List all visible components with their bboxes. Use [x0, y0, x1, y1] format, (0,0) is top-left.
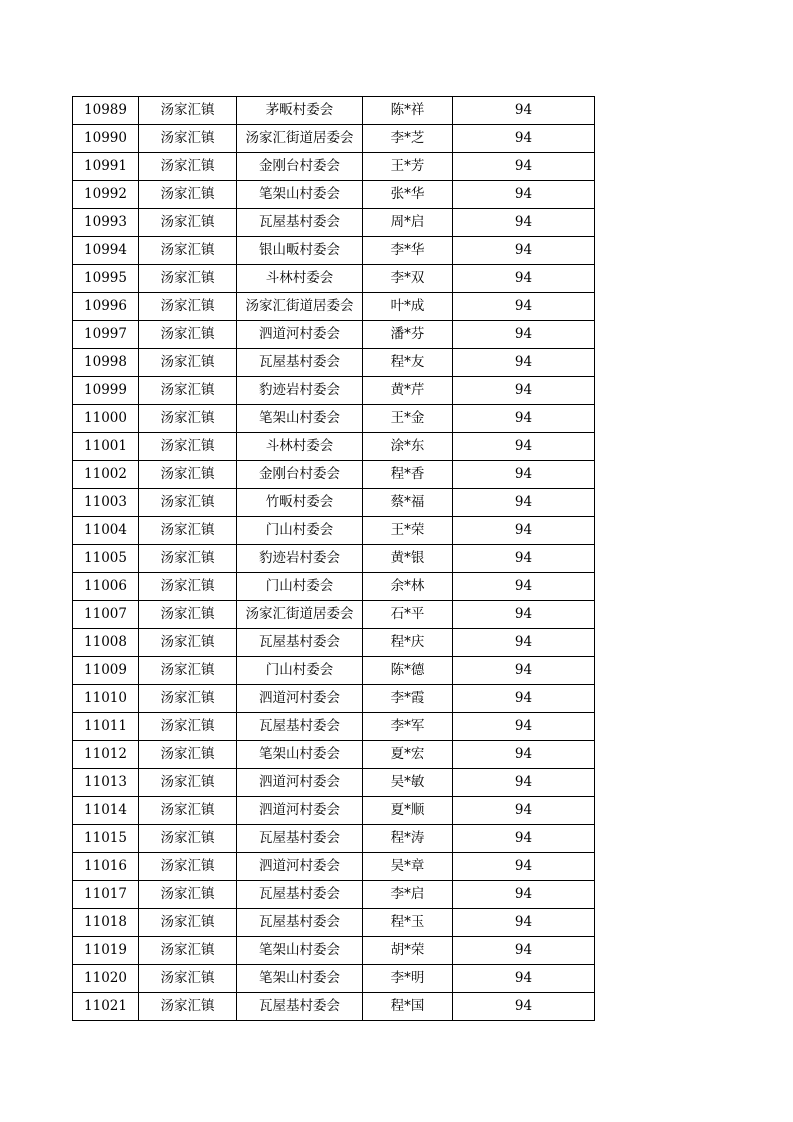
town-cell: 汤家汇镇 — [139, 685, 237, 713]
serial-number-cell: 11011 — [73, 713, 139, 741]
person-name-cell: 张*华 — [363, 181, 453, 209]
score-cell: 94 — [453, 881, 595, 909]
village-committee-cell: 豹迹岩村委会 — [237, 545, 363, 573]
person-name-cell: 李*启 — [363, 881, 453, 909]
town-cell: 汤家汇镇 — [139, 769, 237, 797]
table-row — [73, 153, 595, 181]
person-name-cell: 陈*德 — [363, 657, 453, 685]
person-name-cell: 程*香 — [363, 461, 453, 489]
score-cell: 94 — [453, 237, 595, 265]
table-row — [73, 405, 595, 433]
person-name-cell: 叶*成 — [363, 293, 453, 321]
serial-number-cell: 10995 — [73, 265, 139, 293]
table-row — [73, 769, 595, 797]
town-cell: 汤家汇镇 — [139, 881, 237, 909]
table-row — [73, 853, 595, 881]
town-cell: 汤家汇镇 — [139, 349, 237, 377]
village-committee-cell: 笔架山村委会 — [237, 405, 363, 433]
table-row — [73, 237, 595, 265]
table-row — [73, 881, 595, 909]
score-cell: 94 — [453, 937, 595, 965]
score-cell: 94 — [453, 209, 595, 237]
village-committee-cell: 门山村委会 — [237, 573, 363, 601]
village-committee-cell: 门山村委会 — [237, 517, 363, 545]
town-cell: 汤家汇镇 — [139, 741, 237, 769]
score-cell: 94 — [453, 433, 595, 461]
serial-number-cell: 11003 — [73, 489, 139, 517]
score-cell: 94 — [453, 909, 595, 937]
person-name-cell: 程*庆 — [363, 629, 453, 657]
table-row — [73, 265, 595, 293]
serial-number-cell: 11007 — [73, 601, 139, 629]
village-committee-cell: 门山村委会 — [237, 657, 363, 685]
serial-number-cell: 11004 — [73, 517, 139, 545]
score-cell: 94 — [453, 685, 595, 713]
serial-number-cell: 11012 — [73, 741, 139, 769]
serial-number-cell: 11009 — [73, 657, 139, 685]
serial-number-cell: 10990 — [73, 125, 139, 153]
town-cell: 汤家汇镇 — [139, 993, 237, 1021]
person-name-cell: 程*涛 — [363, 825, 453, 853]
score-cell: 94 — [453, 965, 595, 993]
score-cell: 94 — [453, 797, 595, 825]
score-cell: 94 — [453, 545, 595, 573]
serial-number-cell: 11013 — [73, 769, 139, 797]
village-committee-cell: 笔架山村委会 — [237, 937, 363, 965]
serial-number-cell: 11010 — [73, 685, 139, 713]
village-committee-cell: 茅畈村委会 — [237, 97, 363, 125]
person-name-cell: 程*国 — [363, 993, 453, 1021]
serial-number-cell: 10992 — [73, 181, 139, 209]
score-cell: 94 — [453, 657, 595, 685]
score-cell: 94 — [453, 405, 595, 433]
table-row — [73, 657, 595, 685]
table-row — [73, 993, 595, 1021]
village-committee-cell: 瓦屋基村委会 — [237, 713, 363, 741]
serial-number-cell: 11021 — [73, 993, 139, 1021]
serial-number-cell: 10991 — [73, 153, 139, 181]
serial-number-cell: 11016 — [73, 853, 139, 881]
person-name-cell: 王*金 — [363, 405, 453, 433]
serial-number-cell: 11008 — [73, 629, 139, 657]
town-cell: 汤家汇镇 — [139, 405, 237, 433]
town-cell: 汤家汇镇 — [139, 181, 237, 209]
person-name-cell: 李*芝 — [363, 125, 453, 153]
person-name-cell: 潘*芬 — [363, 321, 453, 349]
village-committee-cell: 瓦屋基村委会 — [237, 629, 363, 657]
person-name-cell: 吴*敏 — [363, 769, 453, 797]
serial-number-cell: 11020 — [73, 965, 139, 993]
score-cell: 94 — [453, 853, 595, 881]
person-name-cell: 陈*祥 — [363, 97, 453, 125]
serial-number-cell: 11015 — [73, 825, 139, 853]
serial-number-cell: 11001 — [73, 433, 139, 461]
town-cell: 汤家汇镇 — [139, 293, 237, 321]
person-name-cell: 黄*芹 — [363, 377, 453, 405]
serial-number-cell: 10998 — [73, 349, 139, 377]
village-committee-cell: 笔架山村委会 — [237, 181, 363, 209]
town-cell: 汤家汇镇 — [139, 321, 237, 349]
score-cell: 94 — [453, 993, 595, 1021]
person-name-cell: 石*平 — [363, 601, 453, 629]
town-cell: 汤家汇镇 — [139, 601, 237, 629]
town-cell: 汤家汇镇 — [139, 125, 237, 153]
person-name-cell: 夏*宏 — [363, 741, 453, 769]
table-row — [73, 181, 595, 209]
table-row — [73, 489, 595, 517]
serial-number-cell: 11000 — [73, 405, 139, 433]
person-name-cell: 李*双 — [363, 265, 453, 293]
table-row — [73, 937, 595, 965]
town-cell: 汤家汇镇 — [139, 937, 237, 965]
town-cell: 汤家汇镇 — [139, 489, 237, 517]
village-committee-cell: 泗道河村委会 — [237, 769, 363, 797]
table-row — [73, 601, 595, 629]
town-cell: 汤家汇镇 — [139, 797, 237, 825]
serial-number-cell: 11006 — [73, 573, 139, 601]
table-row — [73, 433, 595, 461]
town-cell: 汤家汇镇 — [139, 909, 237, 937]
serial-number-cell: 10997 — [73, 321, 139, 349]
score-cell: 94 — [453, 517, 595, 545]
table-row — [73, 125, 595, 153]
village-committee-cell: 豹迹岩村委会 — [237, 377, 363, 405]
village-committee-cell: 斗林村委会 — [237, 433, 363, 461]
town-cell: 汤家汇镇 — [139, 629, 237, 657]
table-row — [73, 741, 595, 769]
score-cell: 94 — [453, 377, 595, 405]
table-row — [73, 321, 595, 349]
village-committee-cell: 汤家汇街道居委会 — [237, 125, 363, 153]
score-cell: 94 — [453, 321, 595, 349]
person-name-cell: 黄*银 — [363, 545, 453, 573]
town-cell: 汤家汇镇 — [139, 237, 237, 265]
village-committee-cell: 泗道河村委会 — [237, 321, 363, 349]
score-cell: 94 — [453, 825, 595, 853]
person-name-cell: 李*明 — [363, 965, 453, 993]
data-table — [72, 96, 595, 1021]
town-cell: 汤家汇镇 — [139, 97, 237, 125]
table-row — [73, 209, 595, 237]
village-committee-cell: 斗林村委会 — [237, 265, 363, 293]
score-cell: 94 — [453, 97, 595, 125]
person-name-cell: 吴*章 — [363, 853, 453, 881]
village-committee-cell: 金刚台村委会 — [237, 153, 363, 181]
village-committee-cell: 笔架山村委会 — [237, 741, 363, 769]
serial-number-cell: 10989 — [73, 97, 139, 125]
town-cell: 汤家汇镇 — [139, 853, 237, 881]
score-cell: 94 — [453, 741, 595, 769]
town-cell: 汤家汇镇 — [139, 825, 237, 853]
person-name-cell: 程*友 — [363, 349, 453, 377]
serial-number-cell: 11019 — [73, 937, 139, 965]
town-cell: 汤家汇镇 — [139, 713, 237, 741]
person-name-cell: 胡*荣 — [363, 937, 453, 965]
town-cell: 汤家汇镇 — [139, 209, 237, 237]
serial-number-cell: 11005 — [73, 545, 139, 573]
score-cell: 94 — [453, 293, 595, 321]
table-row — [73, 349, 595, 377]
village-committee-cell: 瓦屋基村委会 — [237, 993, 363, 1021]
table-row — [73, 685, 595, 713]
town-cell: 汤家汇镇 — [139, 377, 237, 405]
table-row — [73, 629, 595, 657]
person-name-cell: 周*启 — [363, 209, 453, 237]
village-committee-cell: 瓦屋基村委会 — [237, 209, 363, 237]
table-row — [73, 909, 595, 937]
person-name-cell: 李*军 — [363, 713, 453, 741]
person-name-cell: 蔡*福 — [363, 489, 453, 517]
village-committee-cell: 瓦屋基村委会 — [237, 881, 363, 909]
town-cell: 汤家汇镇 — [139, 461, 237, 489]
town-cell: 汤家汇镇 — [139, 433, 237, 461]
score-cell: 94 — [453, 769, 595, 797]
table-row — [73, 965, 595, 993]
town-cell: 汤家汇镇 — [139, 153, 237, 181]
serial-number-cell: 11018 — [73, 909, 139, 937]
town-cell: 汤家汇镇 — [139, 965, 237, 993]
table-row — [73, 377, 595, 405]
town-cell: 汤家汇镇 — [139, 657, 237, 685]
person-name-cell: 王*芳 — [363, 153, 453, 181]
score-cell: 94 — [453, 629, 595, 657]
table-row — [73, 713, 595, 741]
village-committee-cell: 银山畈村委会 — [237, 237, 363, 265]
person-name-cell: 王*荣 — [363, 517, 453, 545]
person-name-cell: 涂*东 — [363, 433, 453, 461]
serial-number-cell: 10993 — [73, 209, 139, 237]
serial-number-cell: 10999 — [73, 377, 139, 405]
table-row — [73, 825, 595, 853]
score-cell: 94 — [453, 713, 595, 741]
score-cell: 94 — [453, 461, 595, 489]
table-row — [73, 545, 595, 573]
person-name-cell: 夏*顺 — [363, 797, 453, 825]
town-cell: 汤家汇镇 — [139, 265, 237, 293]
person-name-cell: 李*华 — [363, 237, 453, 265]
table-body — [73, 97, 595, 1021]
person-name-cell: 余*林 — [363, 573, 453, 601]
table-row — [73, 97, 595, 125]
score-cell: 94 — [453, 489, 595, 517]
score-cell: 94 — [453, 125, 595, 153]
table-row — [73, 517, 595, 545]
person-name-cell: 程*玉 — [363, 909, 453, 937]
village-committee-cell: 笔架山村委会 — [237, 965, 363, 993]
village-committee-cell: 瓦屋基村委会 — [237, 349, 363, 377]
person-name-cell: 李*霞 — [363, 685, 453, 713]
table-row — [73, 461, 595, 489]
table-row — [73, 797, 595, 825]
serial-number-cell: 10996 — [73, 293, 139, 321]
score-cell: 94 — [453, 349, 595, 377]
village-committee-cell: 瓦屋基村委会 — [237, 909, 363, 937]
town-cell: 汤家汇镇 — [139, 573, 237, 601]
score-cell: 94 — [453, 153, 595, 181]
table-row — [73, 573, 595, 601]
serial-number-cell: 11014 — [73, 797, 139, 825]
village-committee-cell: 泗道河村委会 — [237, 797, 363, 825]
serial-number-cell: 11017 — [73, 881, 139, 909]
score-cell: 94 — [453, 265, 595, 293]
village-committee-cell: 泗道河村委会 — [237, 685, 363, 713]
village-committee-cell: 瓦屋基村委会 — [237, 825, 363, 853]
score-cell: 94 — [453, 573, 595, 601]
village-committee-cell: 汤家汇街道居委会 — [237, 293, 363, 321]
town-cell: 汤家汇镇 — [139, 545, 237, 573]
village-committee-cell: 竹畈村委会 — [237, 489, 363, 517]
village-committee-cell: 金刚台村委会 — [237, 461, 363, 489]
score-cell: 94 — [453, 181, 595, 209]
village-committee-cell: 泗道河村委会 — [237, 853, 363, 881]
serial-number-cell: 11002 — [73, 461, 139, 489]
table-row — [73, 293, 595, 321]
serial-number-cell: 10994 — [73, 237, 139, 265]
village-committee-cell: 汤家汇街道居委会 — [237, 601, 363, 629]
town-cell: 汤家汇镇 — [139, 517, 237, 545]
score-cell: 94 — [453, 601, 595, 629]
